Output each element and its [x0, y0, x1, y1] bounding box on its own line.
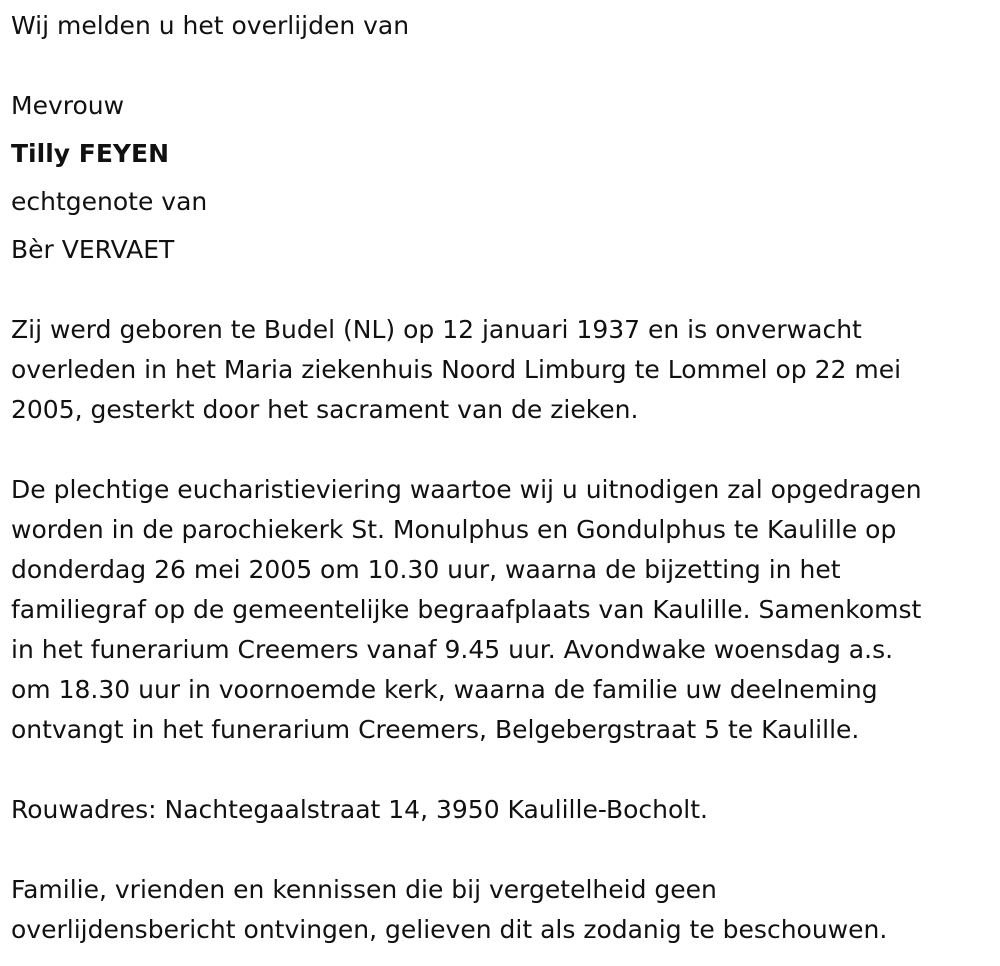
intro-text: Wij melden u het overlijden van: [11, 11, 410, 40]
salutation: Mevrouw: [11, 91, 125, 120]
ceremony-line: om 18.30 uur in voornoemde kerk, waarna de familie uw deelneming: [11, 675, 878, 704]
closing-line: Familie, vrienden en kennissen die bij vergetelheid geen: [11, 875, 717, 904]
ceremony-line: worden in de parochiekerk St. Monulphus en Gondulphus te Kaulille op: [11, 515, 897, 544]
birth-death-line: overleden in het Maria ziekenhuis Noord Limburg te Lommel op 22 mei: [11, 355, 902, 384]
ceremony-line: De plechtige eucharistieviering waartoe wij u uitnodigen zal opgedragen: [11, 475, 922, 504]
ceremony-line: familiegraf op de gemeentelijke begraafplaats van Kaulille. Samenkomst: [11, 595, 922, 624]
relation-text: echtgenote van: [11, 187, 208, 216]
ceremony-line: in het funerarium Creemers vanaf 9.45 uur. Avondwake woensdag a.s.: [11, 635, 894, 664]
spouse-name: Bèr VERVAET: [11, 235, 175, 264]
mourning-address: Rouwadres: Nachtegaalstraat 14, 3950 Kaulille-Bocholt.: [11, 795, 708, 824]
deceased-name: Tilly FEYEN: [11, 139, 170, 168]
closing-line: overlijdensbericht ontvingen, gelieven dit als zodanig te beschouwen.: [11, 915, 888, 944]
birth-death-line: 2005, gesterkt door het sacrament van de zieken.: [11, 395, 639, 424]
ceremony-line: ontvangt in het funerarium Creemers, Belgebergstraat 5 te Kaulille.: [11, 715, 860, 744]
birth-death-line: Zij werd geboren te Budel (NL) op 12 januari 1937 en is onverwacht: [11, 315, 862, 344]
ceremony-line: donderdag 26 mei 2005 om 10.30 uur, waarna de bijzetting in het: [11, 555, 841, 584]
